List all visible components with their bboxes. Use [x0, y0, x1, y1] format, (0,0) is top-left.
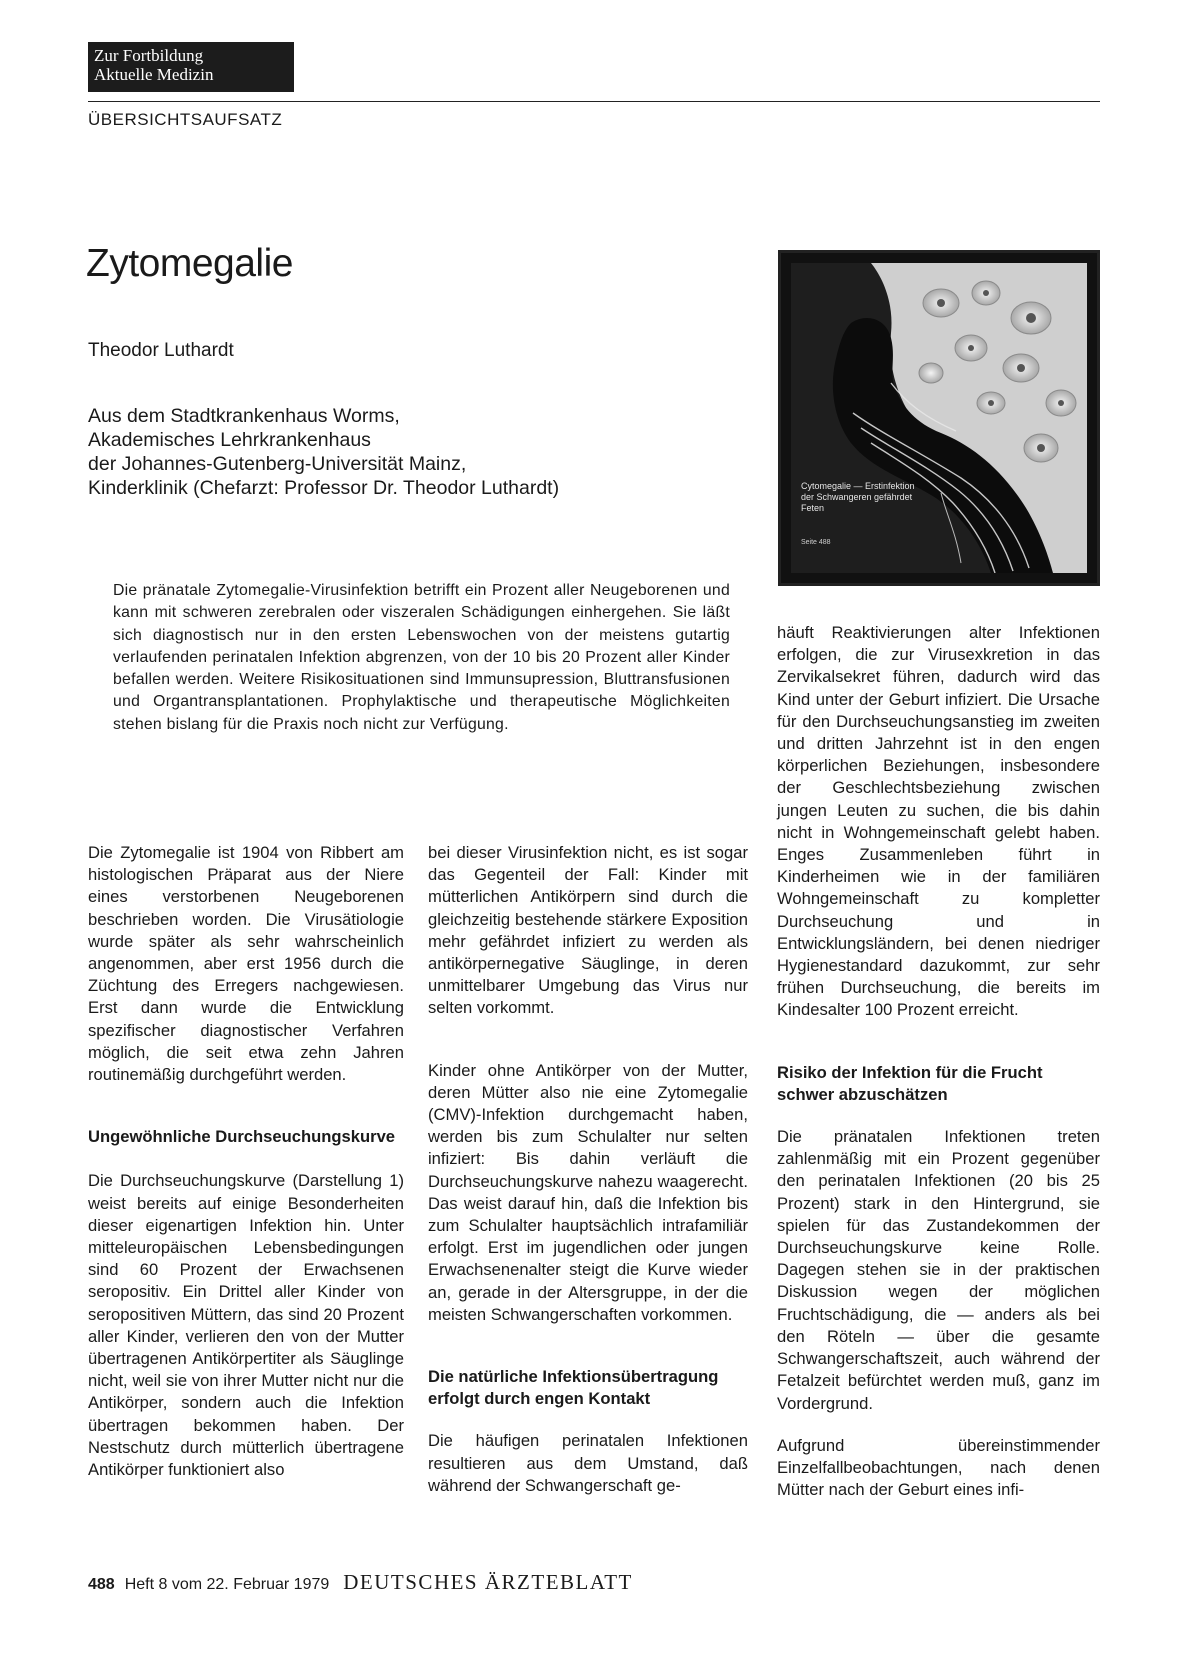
paragraph: Die häufigen perinatalen Infektionen resultieren aus dem Umstand, daß während der Schwangerschaft ge- — [428, 1431, 748, 1495]
affiliation — [88, 404, 559, 500]
section-heading: Risiko der Infektion für die Frucht schwer abzuschätzen — [777, 1062, 1043, 1104]
text-column-1 — [88, 842, 404, 1481]
micrograph-illustration — [791, 263, 1087, 573]
series-label-box — [88, 42, 294, 92]
issue-info: Heft 8 vom 22. Februar 1979 — [124, 1576, 330, 1593]
page-number: 488 — [88, 1576, 115, 1593]
section-kicker: ÜBERSICHTSAUFSATZ — [88, 110, 283, 129]
series-label-line-2: Aktuelle Medizin — [94, 65, 214, 84]
header-rule — [88, 101, 1100, 102]
paragraph: Kinder ohne Antikörper von der Mutter, deren Mütter also nie eine Zytomegalie (CMV)-Infektion durchgemacht haben, werden bis zum Schulalter nur selten infiziert: Bis dahin verläuft die Durchseuchungskurve nahezu waagerecht. Das weist darauf hin, daß die Infektion bis zum Schulalter hauptsächlich intrafamiliär erfolgt. Erst im jugendlichen oder jungen Erwachsenenalter steigt die Kurve wieder an, gerade in der Altersgruppe, in der die meisten Schwangerschaften vorkommen. — [428, 1060, 748, 1324]
paragraph: bei dieser Virusinfektion nicht, es ist sogar das Gegenteil der Fall: Kinder mit mütterlichen Antikörpern sind durch die gleichzeitig bestehende stärkere Exposition mehr gefährdet infiziert zu werden als antikörpernegative Säuglinge, in deren unmittelbarer Umgebung das Virus nur selten vorkommt. — [428, 843, 748, 1018]
page-footer — [88, 1570, 633, 1595]
paragraph: Die Zytomegalie ist 1904 von Ribbert am histologischen Präparat aus der Niere eines verstorbenen Neugeborenen beschrieben worden. Die Virusätiologie wurde später als sehr wahrscheinlich angenommen, aber erst 1956 durch die Züchtung des Erregers nachgewiesen. Erst dann wurde die Entwicklung spezifischer diagnostischer Verfahren möglich, die seit etwa zehn Jahren routinemäßig durchgeführt werden. — [88, 843, 404, 1085]
figure-page-ref: Seite 488 — [801, 539, 831, 546]
affiliation-line: Akademisches Lehrkrankenhaus — [88, 429, 371, 451]
affiliation-line: der Johannes-Gutenberg-Universität Mainz, — [88, 453, 467, 475]
paragraph: Die pränatalen Infektionen treten zahlenmäßig mit ein Prozent gegenüber den perinatalen Infektionen (20 bis 25 Prozent) stark in den Hintergrund, sie spielen für das Zustandekommen der Durchseuchungskurve keine Rolle. Dagegen stehen sie in der praktischen Diskussion wegen der möglichen Fruchtschädigung, die — anders als bei den Röteln — über die gesamte Schwangerschaftszeit, auch während der Fetalzeit befürchtet werden muß, ganz im Vordergrund. — [777, 1127, 1100, 1413]
text-column-3 — [777, 622, 1100, 1501]
figure-image — [791, 263, 1087, 573]
affiliation-line: Kinderklinik (Chefarzt: Professor Dr. Theodor Luthardt) — [88, 477, 560, 499]
journal-name: DEUTSCHES ÄRZTEBLATT — [343, 1570, 633, 1594]
affiliation-line: Aus dem Stadtkrankenhaus Worms, — [88, 405, 400, 427]
text-column-2 — [428, 842, 748, 1497]
article-title: Zytomegalie — [86, 242, 293, 285]
section-heading: Ungewöhnliche Durchseuchungskurve — [88, 1127, 396, 1147]
cover-figure — [778, 250, 1100, 586]
paragraph: Aufgrund übereinstimmender Einzelfallbeobachtungen, nach denen Mütter nach der Geburt eines infi- — [777, 1435, 1100, 1500]
paragraph: Die Durchseuchungskurve (Darstellung 1) weist bereits auf einige Besonderheiten dieser eigenartigen Infektion hin. Unter mitteleuropäischen Lebensbedingungen sind 60 Prozent der Erwachsenen seropositiv. Ein Drittel aller Kinder von seropositiven Müttern, das sind 20 Prozent aller Kinder, verlieren den von der Mutter übertragenen Antikörpertiter als Säuglinge nicht, weil sie von ihrer Mutter nicht nur die Antikörper, sondern auch die Infektion übertragen bekommen haben. Der Nestschutz durch mütterlich übertragene Antikörper funktioniert also — [88, 1171, 404, 1480]
author-name: Theodor Luthardt — [88, 340, 234, 361]
series-label-line-1: Zur Fortbildung — [94, 46, 204, 65]
section-heading: Die natürliche Infektionsübertragung erfolgt durch engen Kontakt — [428, 1367, 719, 1409]
paragraph: häuft Reaktivierungen alter Infektionen erfolgen, die zur Virusexkretion in das Zervikalsekret führen, dadurch wird das Kind unter der Geburt infiziert. Die Ursache für den Durchseuchungsanstieg im zweiten und dritten Jahrzehnt ist in den engen körperlichen Beziehungen, insbesondere der Geschlechtsbeziehung zwischen jungen Leuten zu suchen, die bis dahin nicht in Wohngemeinschaft gelebt haben. Enges Zusammenleben führt in Kinderheimen wie in der familiären Wohngemeinschaft zu kompletter Durchseuchung und in Entwicklungsländern, bei denen niedriger Hygienestandard dazukommt, zur sehr frühen Durchseuchung, die bereits im Kindesalter 100 Prozent erreicht. — [777, 623, 1100, 1020]
abstract: Die pränatale Zytomegalie-Virusinfektion betrifft ein Prozent aller Neugeborenen und kann mit schweren zerebralen oder viszeralen Schädigungen einhergehen. Sie läßt sich diagnostisch nur in den ersten Lebenswochen von der meistens gutartig verlaufenden perinatalen Infektion abgrenzen, von der 10 bis 20 Prozent aller Kinder befallen werden. Weitere Risikosituationen sind Immunsupression, Bluttransfusionen und Organtransplantationen. Prophylaktische und therapeutische Möglichkeiten stehen bislang für die Praxis noch nicht zur Verfügung. — [113, 582, 730, 733]
figure-caption: Cytomegalie — Erstinfektion der Schwangeren gefährdet Feten — [801, 481, 915, 513]
